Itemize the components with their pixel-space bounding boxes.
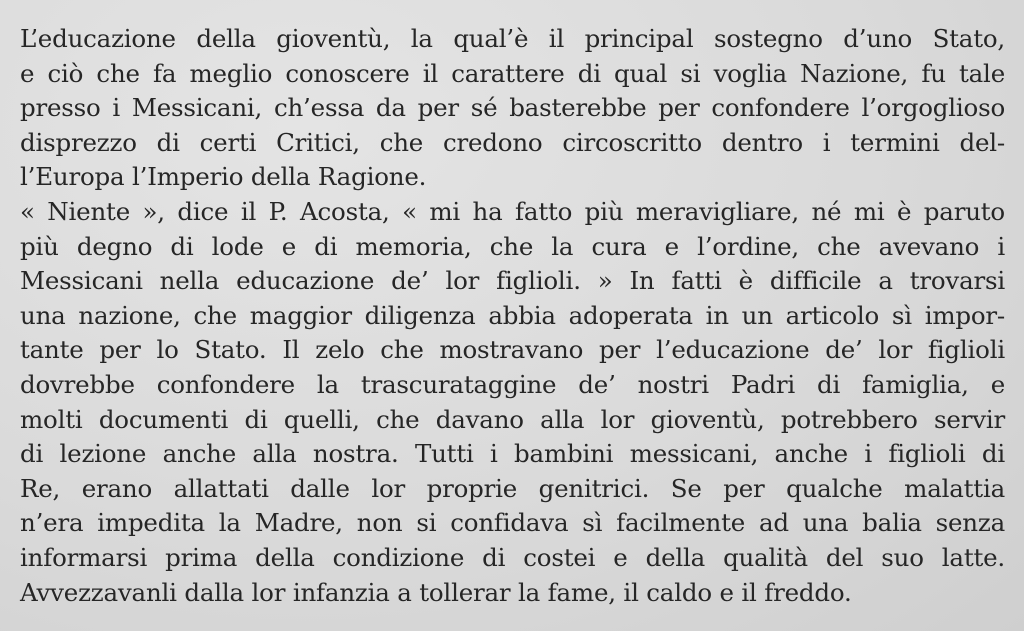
text-line: presso i Messicani, ch’essa da per sé basterebbe per confondere l’orgoglioso [20, 93, 1005, 123]
text-line: l’Europa l’Imperio della Ragione. [20, 162, 427, 192]
text-line: Re, erano allattati dalle lor proprie genitrici. Se per qualche malattia [20, 473, 1005, 503]
text-line: n’era impedita la Madre, non si confidava sì facilmente ad una balia senza [20, 508, 1005, 538]
text-line: tante per lo Stato. Il zelo che mostravano per l’educazione de’ lor figlioli [20, 335, 1005, 365]
text-line: e ciò che fa meglio conoscere il carattere di qual si voglia Nazione, fu tale [20, 58, 1005, 88]
text-body [20, 22, 1005, 610]
text-line: disprezzo di certi Critici, che credono circoscritto dentro i termini del- [20, 127, 1005, 157]
text-line: più degno di lode e di memoria, che la cura e l’ordine, che avevano i [20, 231, 1005, 261]
text-line: Avvezzavanli dalla lor infanzia a tollerar la fame, il caldo e il freddo. [20, 577, 852, 607]
text-line: informarsi prima della condizione di costei e della qualità del suo latte. [20, 542, 1005, 572]
text-line: L’educazione della gioventù, la qual’è il principal sostegno d’uno Stato, [20, 24, 1005, 53]
text-line: Messicani nella educazione de’ lor figlioli. » In fatti è difficile a trovarsi [20, 266, 1005, 296]
text-line: « Niente », dice il P. Acosta, « mi ha fatto più meravigliare, né mi è paruto [20, 196, 1005, 226]
text-line: di lezione anche alla nostra. Tutti i bambini messicani, anche i figlioli di [20, 439, 1005, 469]
text-line: molti documenti di quelli, che davano alla lor gioventù, potrebbero servir [20, 404, 1005, 434]
text-line: una nazione, che maggior diligenza abbia adoperata in un articolo sì impor- [20, 300, 1005, 330]
text-line: dovrebbe confondere la trascurataggine de’ nostri Padri di famiglia, e [20, 369, 1005, 399]
